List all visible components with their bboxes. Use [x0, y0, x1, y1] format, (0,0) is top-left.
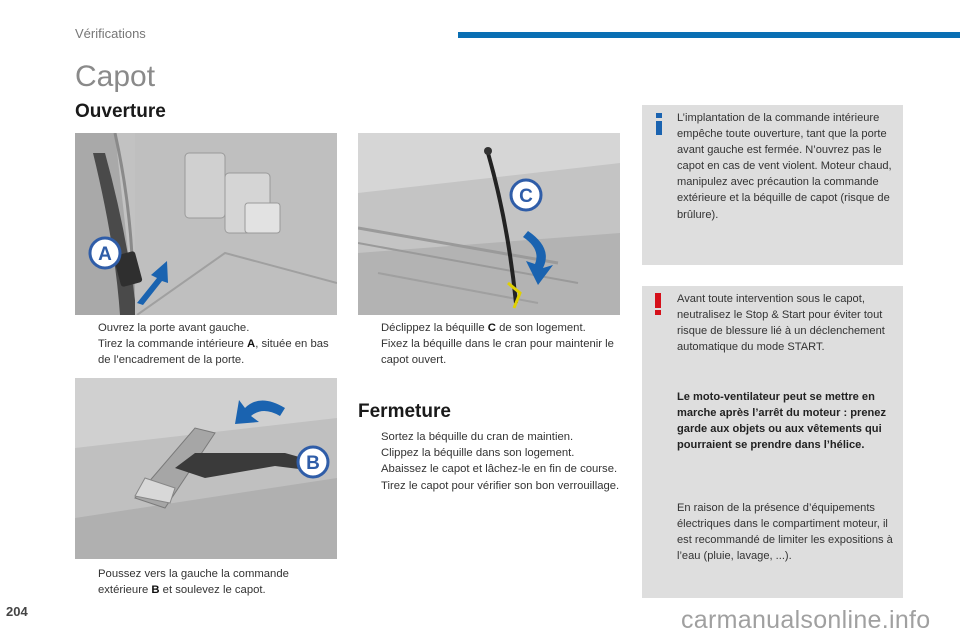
- steps-ouverture-a: [75, 320, 335, 369]
- steps-fermeture: [358, 429, 620, 494]
- label-c-badge: [511, 180, 541, 210]
- warning-icon: [651, 292, 665, 316]
- list-item: Fixez la béquille dans le cran pour maintenir le capot ouvert.: [381, 338, 614, 367]
- heading-ouverture: Ouverture: [75, 101, 166, 122]
- info-panel: [642, 105, 903, 265]
- figure-exterior-release: [75, 378, 337, 559]
- info-icon: [652, 112, 666, 136]
- watermark: carmanualsonline.info: [681, 606, 931, 634]
- page-number: 204: [6, 604, 28, 619]
- info-panel-text: L’implantation de la commande intérieure empêche toute ouverture, tant que la porte avant gauche est fermée. N’ouvrez pas le capot en cas de vent violent. Moteur chaud, manipulez avec précaution la commande extérieure et la béquille de capot (risque de brûlure).: [677, 112, 892, 221]
- list-item: Abaissez le capot et lâchez-le en fin de course.: [381, 463, 618, 476]
- heading-fermeture: Fermeture: [358, 401, 451, 422]
- steps-ouverture-c: [358, 320, 620, 369]
- list-item: Clippez la béquille dans son logement.: [381, 447, 575, 460]
- list-item: Déclippez la béquille C de son logement.: [381, 322, 586, 334]
- header-accent-bar: [458, 32, 960, 38]
- figure-interior-release: [75, 133, 337, 315]
- label-b-text: B: [306, 453, 320, 474]
- list-item: Tirez le capot pour vérifier son bon verrouillage.: [381, 479, 620, 492]
- label-b-badge: [298, 447, 328, 477]
- list-item: Tirez la commande intérieure A, située en bas de l’encadrement de la porte.: [98, 338, 329, 367]
- list-item: Ouvrez la porte avant gauche.: [98, 322, 250, 334]
- figure-bonnet-prop: [358, 133, 620, 315]
- warning-paragraph-3: En raison de la présence d’équipements électriques dans le compartiment moteur, il est recommandé de limiter les expositions à l’eau (pluie, lavage, ...).: [677, 502, 893, 563]
- list-item: Sortez la béquille du cran de maintien.: [381, 431, 574, 443]
- warning-panel: [642, 286, 903, 598]
- label-a-badge: [90, 238, 120, 268]
- label-a-text: A: [98, 244, 112, 265]
- label-c-text: C: [519, 186, 533, 207]
- warning-paragraph-2: Le moto-ventilateur peut se mettre en marche après l’arrêt du moteur : prenez garde aux objets ou aux vêtements qui pourraient se prendre dans l’hélice.: [677, 391, 886, 452]
- page-title: Capot: [75, 60, 156, 93]
- header-section-title: Vérifications: [75, 26, 146, 41]
- steps-ouverture-b: [75, 566, 337, 598]
- list-item: Poussez vers la gauche la commande extérieure B et soulevez le capot.: [98, 568, 289, 597]
- warning-paragraph-1: Avant toute intervention sous le capot, neutralisez le Stop & Start pour éviter tout risque de blessure lié à un déclenchement automatique du mode START.: [677, 293, 885, 354]
